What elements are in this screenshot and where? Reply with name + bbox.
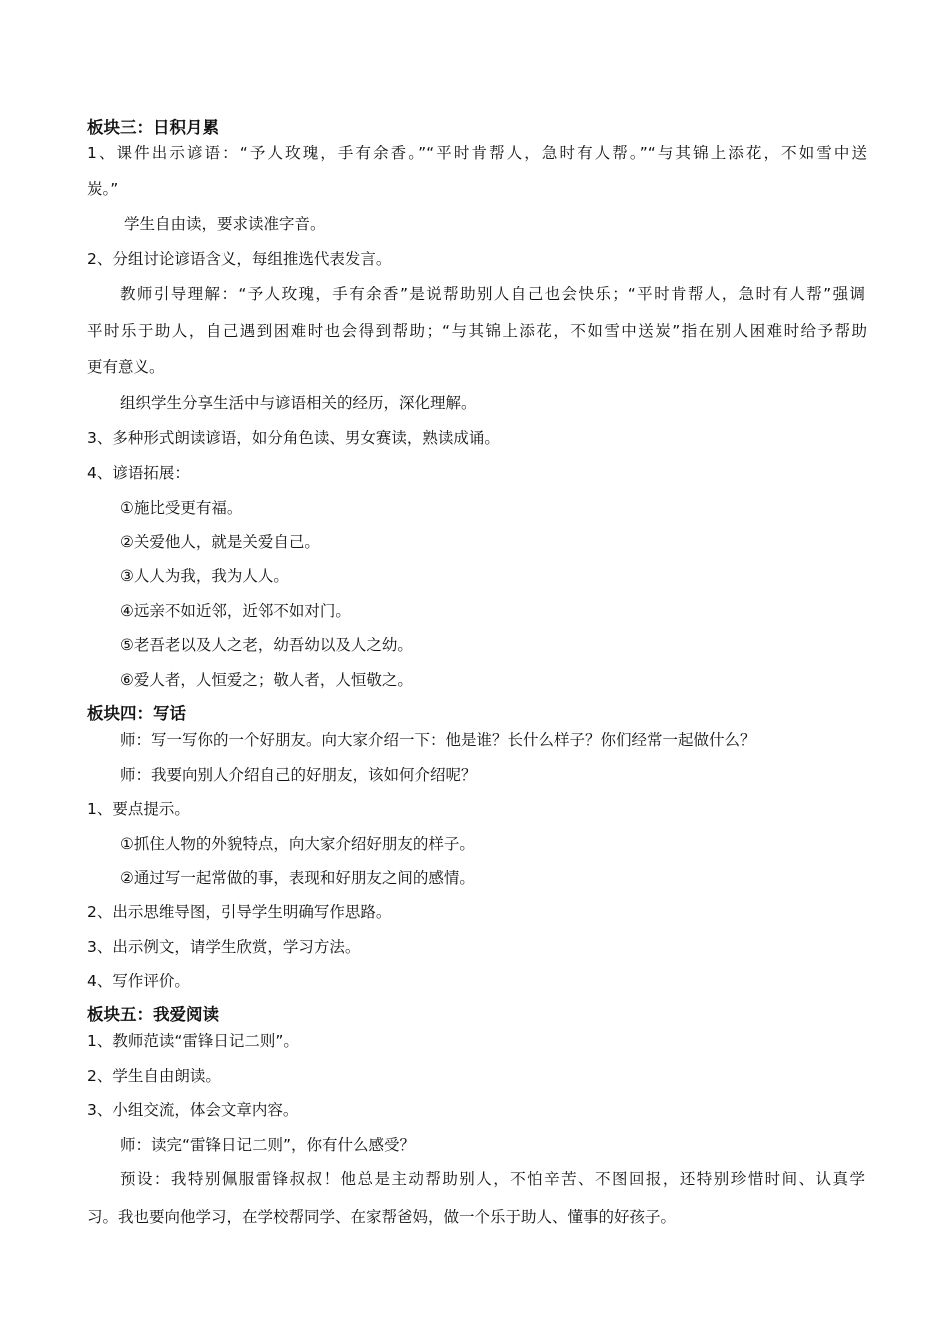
proverb-item: ⑤老吾老以及人之老，幼吾幼以及人之幼。 bbox=[120, 636, 413, 654]
proverb-item: ③人人为我，我为人人。 bbox=[120, 567, 289, 585]
section3-p2-sub-line1: 教师引导理解：“予人玫瑰，手有余香”是说帮助别人自己也会快乐；“平时肯帮人，急时有人帮”强调 bbox=[120, 285, 865, 303]
section4-title: 板块四：写话 bbox=[87, 704, 186, 723]
section3-p1-line1: 1、课件出示谚语：“予人玫瑰，手有余香。”“平时肯帮人，急时有人帮。”“与其锦上添花，不如雪中送 bbox=[87, 144, 867, 162]
section3-p2-sub2: 组织学生分享生活中与谚语相关的经历，深化理解。 bbox=[120, 394, 477, 412]
section5-p1: 1、教师范读“雷锋日记二则”。 bbox=[87, 1032, 299, 1050]
section5-preset-line1: 预设：我特别佩服雷锋叔叔！他总是主动帮助别人，不怕辛苦、不图回报，还特别珍惜时间、认真学 bbox=[120, 1170, 865, 1188]
section5-preset-line2: 习。我也要向他学习，在学校帮同学、在家帮爸妈，做一个乐于助人、懂事的好孩子。 bbox=[87, 1208, 677, 1226]
section5-p2: 2、学生自由朗读。 bbox=[87, 1067, 221, 1085]
proverb-item: ②关爱他人，就是关爱自己。 bbox=[120, 533, 320, 551]
proverb-item: ①施比受更有福。 bbox=[120, 499, 243, 517]
section4-p4: 4、写作评价。 bbox=[87, 972, 190, 990]
section3-p4: 4、谚语拓展： bbox=[87, 464, 190, 482]
tip-item: ①抓住人物的外貌特点，向大家介绍好朋友的样子。 bbox=[120, 835, 475, 853]
proverb-item: ④远亲不如近邻，近邻不如对门。 bbox=[120, 602, 351, 620]
section4-teacher-line1: 师：写一写你的一个好朋友。向大家介绍一下：他是谁？长什么样子？你们经常一起做什么？ bbox=[120, 731, 756, 749]
section3-p3: 3、多种形式朗读谚语，如分角色读、男女赛读，熟读成诵。 bbox=[87, 429, 500, 447]
tip-item: ②通过写一起常做的事，表现和好朋友之间的感情。 bbox=[120, 869, 475, 887]
section3-p1-line2: 炭。” bbox=[87, 180, 119, 198]
proverb-item: ⑥爱人者，人恒爱之；敬人者，人恒敬之。 bbox=[120, 671, 413, 689]
section3-p2: 2、分组讨论谚语含义，每组推选代表发言。 bbox=[87, 250, 392, 268]
section4-p2: 2、出示思维导图，引导学生明确写作思路。 bbox=[87, 903, 392, 921]
section3-p2-sub-line2: 平时乐于助人，自己遇到困难时也会得到帮助；“与其锦上添花，不如雪中送炭”指在别人困难时给予帮助 bbox=[87, 322, 867, 340]
section4-teacher-line2: 师：我要向别人介绍自己的好朋友，该如何介绍呢？ bbox=[120, 766, 477, 784]
section5-teacher-line: 师：读完“雷锋日记二则”，你有什么感受？ bbox=[120, 1136, 416, 1154]
section5-title: 板块五：我爱阅读 bbox=[87, 1005, 219, 1024]
section4-p3: 3、出示例文，请学生欣赏，学习方法。 bbox=[87, 938, 361, 956]
section4-p1: 1、要点提示。 bbox=[87, 800, 190, 818]
section5-p3: 3、小组交流，体会文章内容。 bbox=[87, 1101, 299, 1119]
section3-title: 板块三：日积月累 bbox=[87, 118, 219, 137]
section3-p1-sub: 学生自由读，要求读准字音。 bbox=[124, 215, 326, 233]
section3-p2-sub-line3: 更有意义。 bbox=[87, 358, 165, 376]
